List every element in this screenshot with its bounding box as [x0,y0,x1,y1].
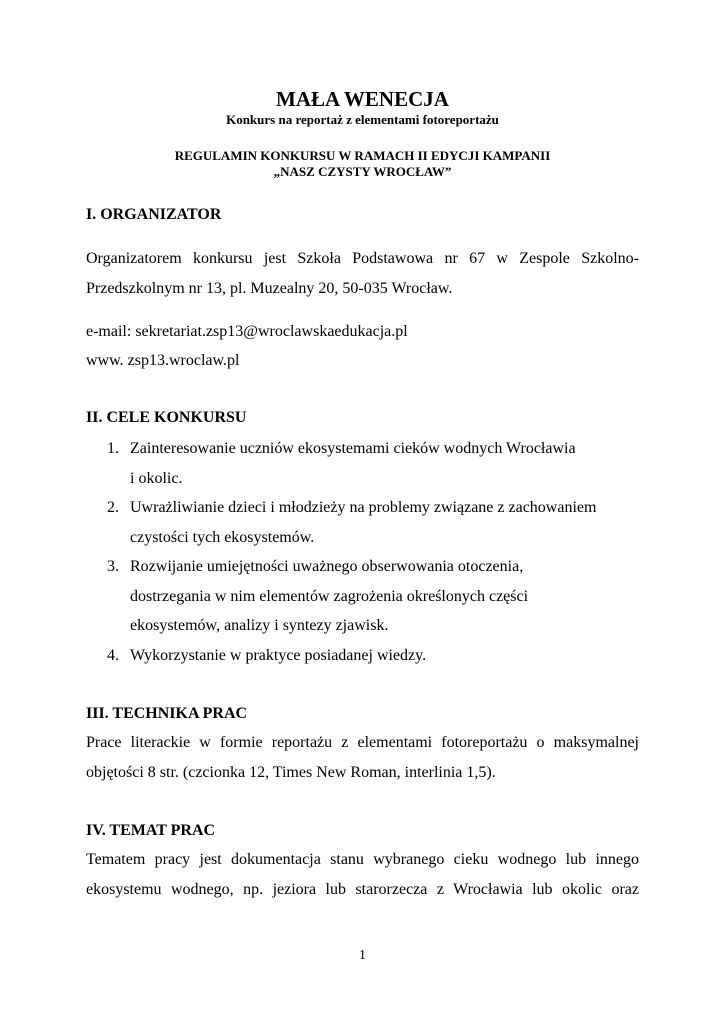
document-subtitle: Konkurs na reportaż z elementami fotoreportażu [226,112,499,127]
section-heading-technique: III. TECHNIKA PRAC [86,705,248,722]
topic-paragraph-line: ekosystemu wodnego, np. jeziora lub starorzecza z Wrocławia lub okolic oraz [86,881,639,898]
list-item-text: Zainteresowanie uczniów ekosystemami cieków wodnych Wrocławia [130,440,576,457]
list-item-text: dostrzegania w nim elementów zagrożenia określonych części [130,587,529,605]
page-number: 1 [359,948,366,963]
technique-paragraph-line: Prace literackie w formie reportażu z elementami fotoreportażu o maksymalnej [86,734,639,751]
document-title: MAŁA WENECJA [276,87,449,111]
list-item-text: Uwrażliwianie dzieci i młodzieży na problemy związane z zachowaniem [130,499,597,516]
list-item-text: i okolic. [130,469,183,487]
organizer-website: www. zsp13.wroclaw.pl [86,352,240,369]
list-item [86,641,646,671]
section-heading-goals: II. CELE KONKURSU [86,409,247,426]
list-item-text: ekosystemów, analizy i syntezy zjawisk. [130,617,389,634]
list-item-text: Rozwijanie umiejętności uważnego obserwowania otoczenia, [130,558,524,575]
list-item-number: 1. [107,440,119,457]
list-item [86,552,646,641]
list-item-text: Wykorzystanie w praktyce posiadanej wiedzy. [130,646,427,664]
list-item [86,493,646,552]
organizer-paragraph [86,244,639,304]
section-heading-topic: IV. TEMAT PRAC [86,822,216,839]
section-heading-organizer: I. ORGANIZATOR [86,206,222,223]
technique-paragraph [86,728,639,788]
list-item [86,434,646,493]
technique-paragraph-line: objętości 8 str. (czcionka 12, Times New Roman, interlinia 1,5). [86,764,496,781]
topic-paragraph-line: Tematem pracy jest dokumentacja stanu wybranego cieku wodnego lub innego [86,851,639,868]
list-item-text: czystości tych ekosystemów. [130,528,315,546]
organizer-email: e-mail: sekretariat.zsp13@wroclawskaedukacja.pl [86,323,408,340]
list-item-number: 3. [107,558,119,575]
topic-paragraph [86,845,639,905]
goals-list [86,434,646,670]
organizer-paragraph-line: Organizatorem konkursu jest Szkoła Podstawowa nr 67 w Zespole Szkolno- [86,250,639,267]
list-item-number: 2. [107,499,119,516]
regulation-title-line-2: „NASZ CZYSTY WROCŁAW” [273,164,452,179]
organizer-paragraph-line: Przedszkolnym nr 13, pl. Muzealny 20, 50-035 Wrocław. [86,280,453,297]
regulation-title-line-1: REGULAMIN KONKURSU W RAMACH II EDYCJI KAMPANII [174,148,551,163]
list-item-number: 4. [107,646,119,664]
